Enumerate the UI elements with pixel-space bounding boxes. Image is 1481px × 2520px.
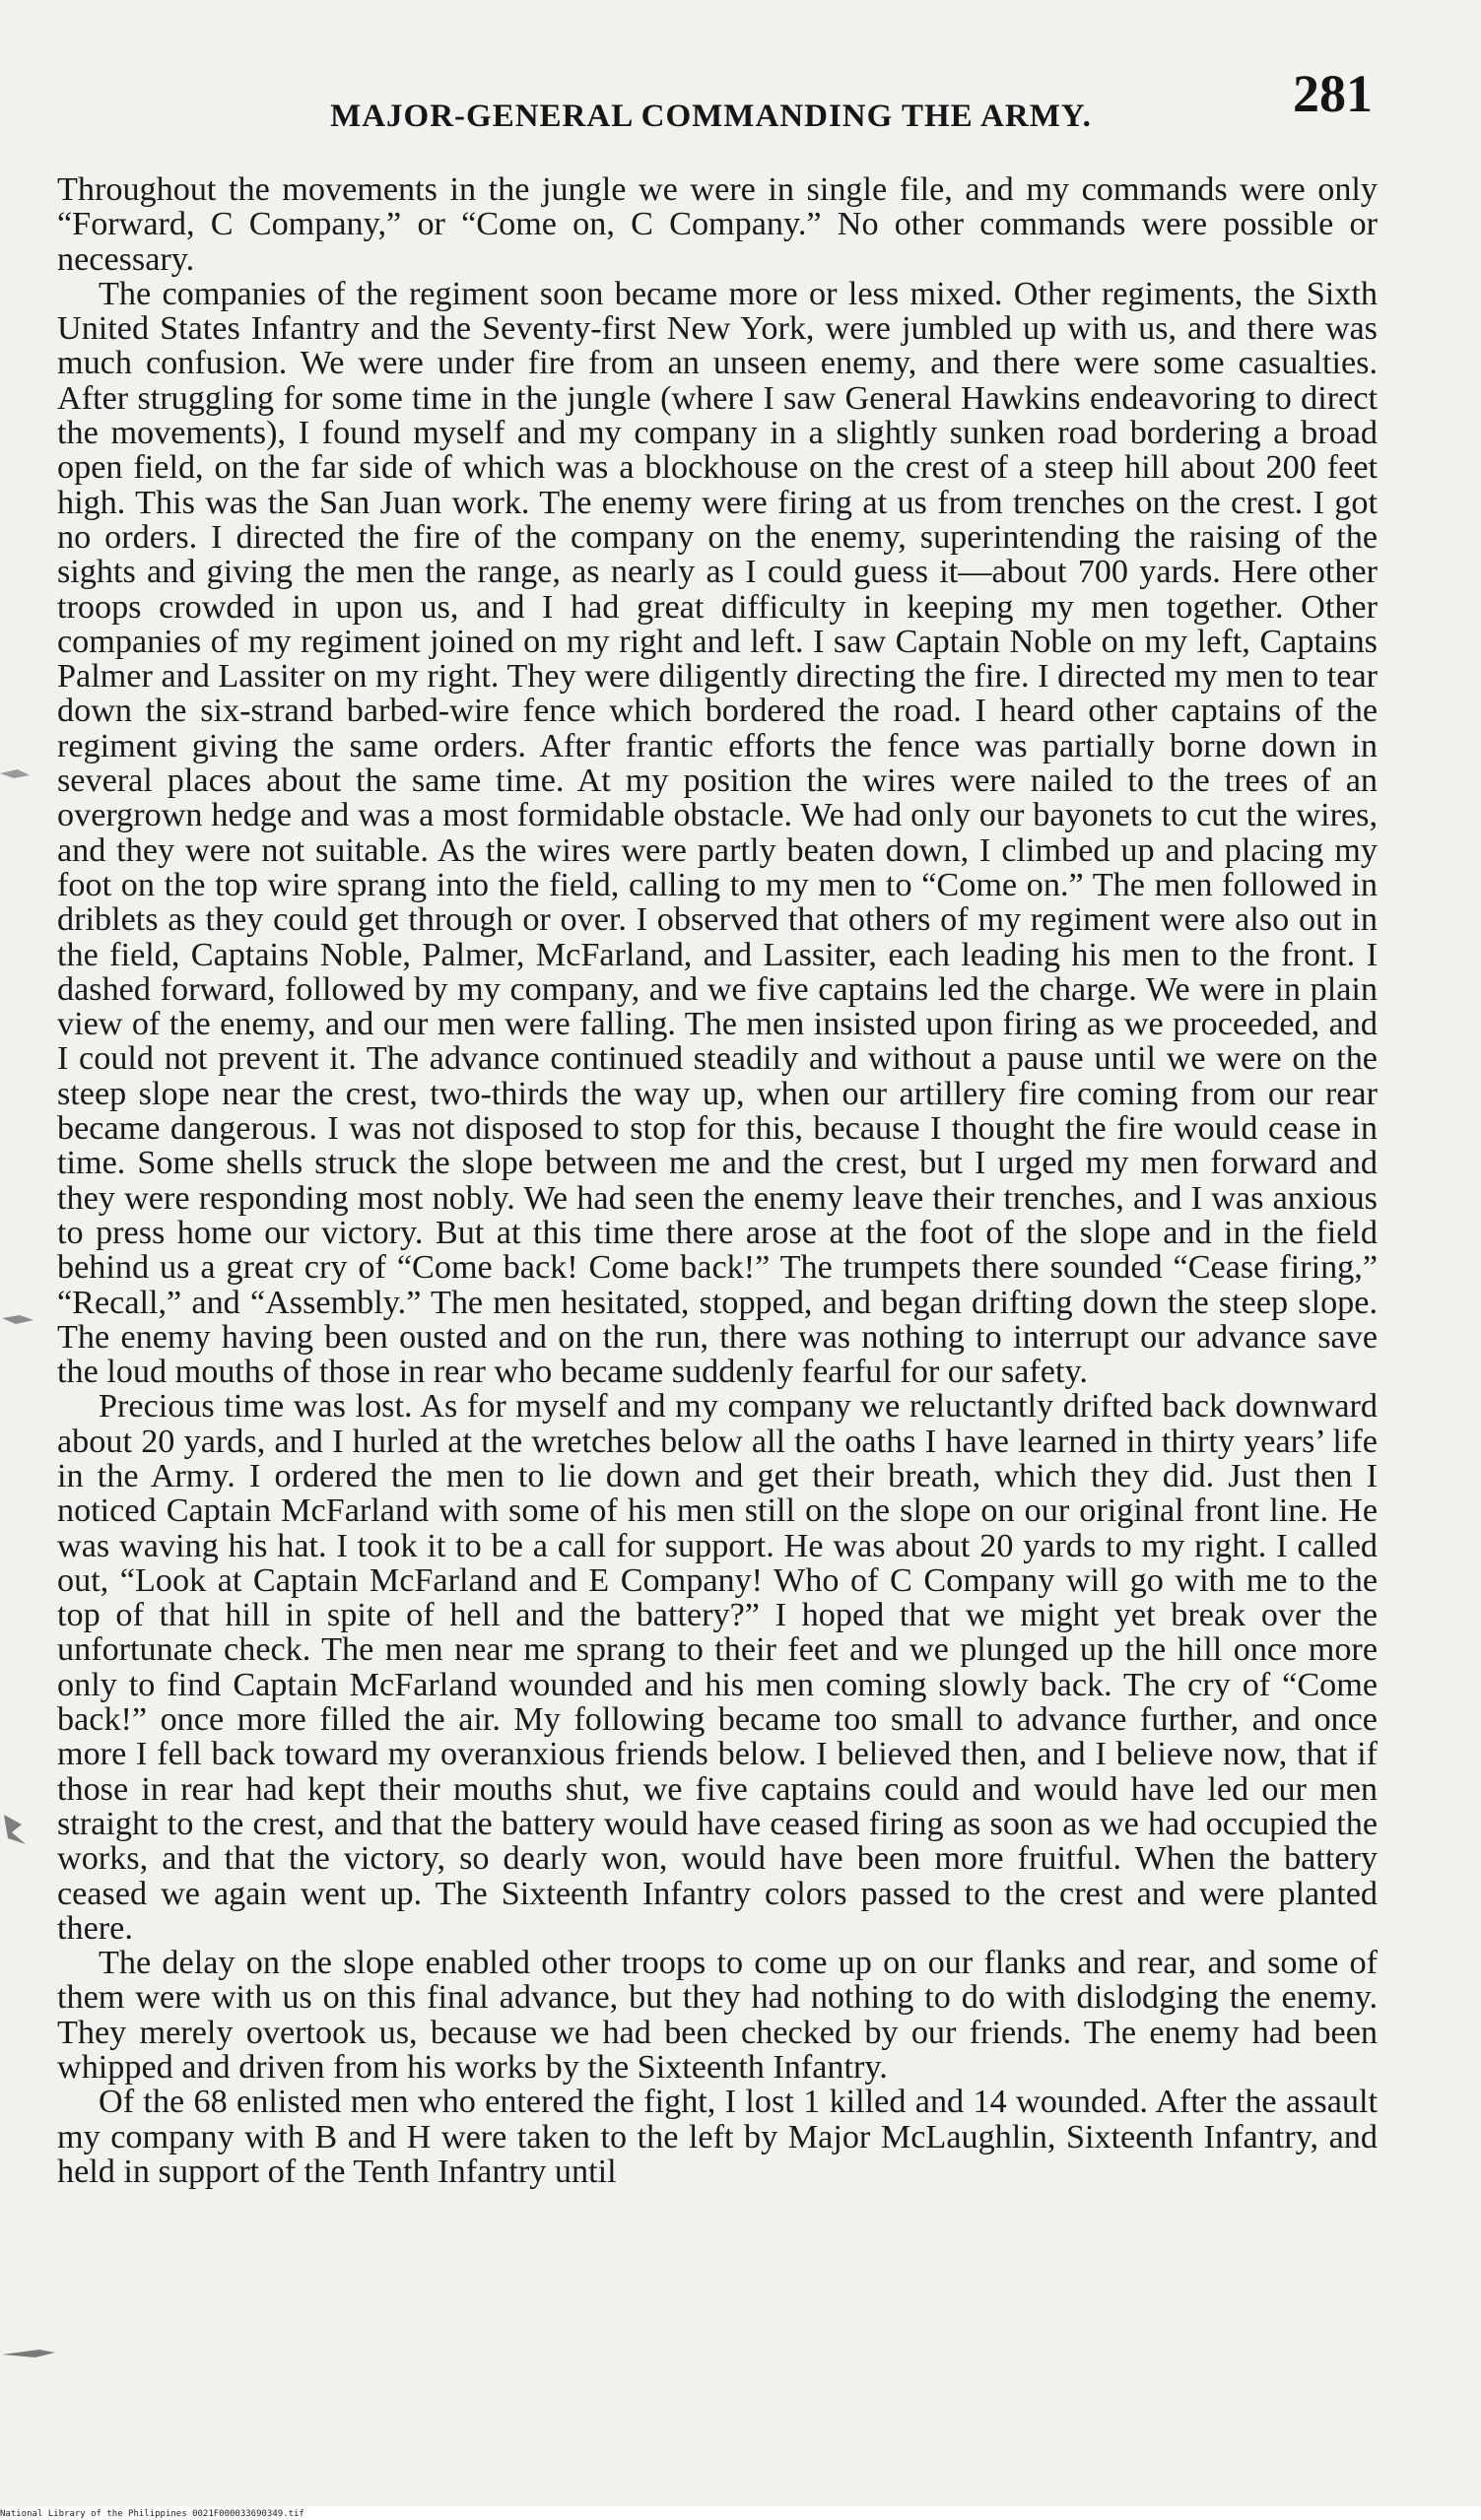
binding-speck-mark	[0, 763, 37, 783]
scan-footer-note: National Library of the Philippines 0021F000033690349.tif	[0, 2509, 304, 2519]
paragraph-3: Precious time was lost. As for myself and my company we reluctantly drifted back downward about 20 yards, and I hurled at the wretches below all the oaths I have learned in thirty years’ life in the Army. I ordered the men to lie down and get their breath, which they did. Just then I noticed Captain McFarland with some of his men still on the slope on our original front line. He was waving his hat. I took it to be a call for support. He was about 20 yards to my right. I called out, “Look at Captain McFarland and E Company! Who of C Company will go with me to the top of that hill in spite of hell and the battery?” I hoped that we might yet break over the unfortunate check. The men near me sprang to their feet and we plunged up the hill once more only to find Captain McFarland wounded and his men coming slowly back. The cry of “Come back!” once more filled the air. My following became too small to advance further, and once more I fell back toward my overanxious friends below. I believed then, and I believe now, that if those in rear had kept their mouths shut, we five captains could and would have led our men straight to the crest, and that the battery would have ceased firing as soon as we had occupied the works, and that the victory, so dearly won, would have been more fruitful. When the battery ceased we again went up. The Sixteenth Infantry colors passed to the crest and were planted there.	[57, 1388, 1378, 1947]
paragraph-4: The delay on the slope enabled other troops to come up on our flanks and rear, and some of them were with us on this final advance, but they had nothing to do with dislodging the enemy. They merely overtook us, because we had been checked by our friends. The enemy had been whipped and driven from his works by the Sixteenth Infantry.	[57, 1945, 1378, 2087]
binding-speck-mark	[0, 1310, 37, 1330]
paragraph-1: Throughout the movements in the jungle we were in single file, and my commands were only “Forward, C Company,” or “Come on, C Company.” No other commands were possible or necessary.	[57, 171, 1378, 278]
page-number: 281	[1293, 64, 1373, 123]
running-head	[49, 64, 1373, 150]
binding-speck-mark	[0, 1811, 37, 1850]
scan-footer-strip	[0, 2506, 1481, 2520]
running-title: MAJOR-GENERAL COMMANDING THE ARMY.	[330, 99, 1092, 134]
binding-speck-mark	[0, 2343, 59, 2362]
paragraph-5: Of the 68 enlisted men who entered the fight, I lost 1 killed and 14 wounded. After the assault my company with B and H were taken to the left by Major McLaughlin, Sixteenth Infantry, and held in support of the Tenth Infantry until	[57, 2084, 1378, 2190]
paragraph-2: The companies of the regiment soon became more or less mixed. Other regiments, the Sixth United States Infantry and the Seventy-first New York, were jumbled up with us, and there was much confusion. We were under fire from an unseen enemy, and there were some casualties. After struggling for some time in the jungle (where I saw General Hawkins endeavoring to direct the movements), I found myself and my company in a slightly sunken road bordering a broad open field, on the far side of which was a blockhouse on the crest of a steep hill about 200 feet high. This was the San Juan work. The enemy were firing at us from trenches on the crest. I got no orders. I directed the fire of the company on the enemy, superintending the raising of the sights and giving the men the range, as nearly as I could guess it—about 700 yards. Here other troops crowded in upon us, and I had great difficulty in keeping my men together. Other companies of my regiment joined on my right and left. I saw Captain Noble on my left, Captains Palmer and Lassiter on my right. They were diligently directing the fire. I directed my men to tear down the six-strand barbed-wire fence which bordered the road. I heard other captains of the regiment giving the same orders. After frantic efforts the fence was partially borne down in several places about the same time. At my position the wires were nailed to the trees of an overgrown hedge and was a most formidable obstacle. We had only our bayonets to cut the wires, and they were not suitable. As the wires were partly beaten down, I climbed up and placing my foot on the top wire sprang into the field, calling to my men to “Come on.” The men followed in driblets as they could get through or over. I observed that others of my regiment were also out in the field, Captains Noble, Palmer, McFarland, and Lassiter, each leading his men to the front. I dashed forward, followed by my company, and we five captains led the charge. We were in plain view of the enemy, and our men were falling. The men insisted upon firing as we proceeded, and I could not prevent it. The advance continued steadily and without a pause until we were on the steep slope near the crest, two-thirds the way up, when our artillery fire coming from our rear became dangerous. I was not disposed to stop for this, because I thought the fire would cease in time. Some shells struck the slope between me and the crest, but I urged my men forward and they were responding most nobly. We had seen the enemy leave their trenches, and I was anxious to press home our victory. But at this time there arose at the foot of the slope and in the field behind us a great cry of “Come back! Come back!” The trumpets there sounded “Cease firing,” “Recall,” and “Assembly.” The men hesitated, stopped, and began drifting down the steep slope. The enemy having been ousted and on the run, there was nothing to interrupt our advance save the loud mouths of those in rear who became suddenly fearful for our safety.	[57, 275, 1378, 1391]
body-text	[57, 172, 1378, 2189]
